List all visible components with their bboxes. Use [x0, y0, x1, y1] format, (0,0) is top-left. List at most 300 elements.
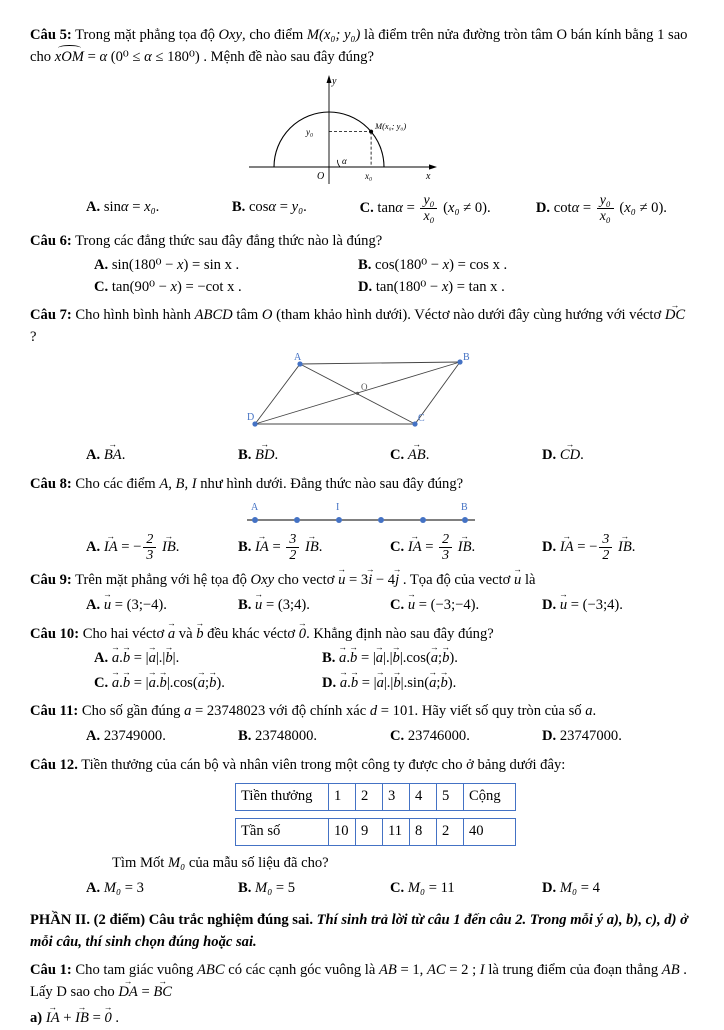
- answer-option-c: [390, 532, 542, 563]
- y-axis-label: y: [332, 75, 337, 87]
- text-run: ).: [449, 649, 458, 666]
- fraction-denominator: 2: [602, 547, 610, 563]
- text-run: .: [274, 447, 279, 464]
- vector: b →: [350, 650, 357, 666]
- text-run: .: [119, 649, 123, 666]
- angle-arc-symbol: xOM: [55, 47, 84, 69]
- question-6-stem: [30, 231, 694, 253]
- vector: a →: [149, 675, 156, 691]
- text-run: α: [120, 199, 129, 216]
- point-I-label: I: [336, 501, 340, 513]
- text-run: 23749000.: [100, 728, 166, 745]
- question-11-answers: [30, 726, 694, 748]
- vector: AB →: [408, 447, 426, 463]
- text-run: = |: [358, 674, 377, 691]
- parallelogram-svg: [247, 352, 477, 442]
- text-run: =: [83, 48, 100, 65]
- text-run: A.: [86, 879, 101, 896]
- text-run: =: [88, 1010, 105, 1027]
- text-run: = (3;−4).: [111, 596, 167, 613]
- answer-option-d: [358, 277, 694, 299]
- text-run: có các cạnh góc vuông là: [224, 962, 379, 979]
- point-B-dot: [462, 517, 468, 523]
- question-5-answers: [30, 193, 694, 224]
- text-run: A.: [86, 596, 101, 613]
- text-run: = 5: [272, 879, 296, 896]
- text-run: ≠ 0).: [459, 199, 491, 216]
- text-run: (tham khảo hình dưới). Véctơ nào dưới đây cùng hướng với véctơ: [272, 307, 665, 324]
- text-run: x: [170, 278, 177, 295]
- text-run: , cho điểm: [242, 27, 307, 43]
- vector: BC →: [153, 984, 172, 1000]
- fraction: [439, 532, 452, 563]
- question-12-prompt: [30, 853, 694, 875]
- question-8: [30, 474, 694, 563]
- text-run: .: [631, 538, 636, 555]
- text-run: = 101. Hãy viết số quy tròn của số: [377, 703, 586, 720]
- fraction-numerator: y₀: [420, 193, 437, 209]
- answer-option-d: [542, 726, 694, 748]
- vector: i →: [368, 572, 372, 588]
- text-run: M₀: [103, 879, 122, 896]
- answer-option-a: [86, 726, 238, 748]
- fraction: [143, 532, 156, 563]
- vector: b →: [209, 675, 216, 691]
- text-run: B.: [238, 728, 252, 745]
- text-run: ;: [205, 674, 210, 691]
- fraction: [597, 193, 614, 224]
- text-run: Câu 10:: [30, 625, 80, 642]
- text-run: |.cos(: [166, 674, 198, 691]
- vector: IA →: [408, 539, 422, 555]
- table-cell: 2: [436, 819, 463, 845]
- question-7-answers: [30, 445, 694, 467]
- fraction-numerator: 2: [439, 532, 452, 548]
- text-run: AB: [378, 962, 397, 979]
- vector: a →: [112, 650, 119, 666]
- text-run: α: [571, 199, 580, 216]
- text-run: x: [441, 278, 449, 295]
- text-run: của mẫu số liệu đã cho?: [185, 854, 329, 871]
- question-11: [30, 701, 694, 748]
- text-run: = (−3;−4).: [415, 596, 480, 613]
- answer-option-c: [94, 277, 358, 299]
- text-run: = 4: [577, 879, 600, 896]
- text-run: B.: [358, 256, 372, 273]
- fraction: [599, 532, 612, 563]
- point-M: [369, 129, 373, 133]
- text-run: D.: [358, 278, 373, 295]
- parallelogram-figure: [30, 352, 694, 442]
- text-run: A, B, I: [159, 476, 197, 493]
- vector: IA →: [560, 539, 574, 555]
- text-run: Cho hình bình hành: [71, 307, 195, 324]
- text-run: (: [615, 199, 625, 216]
- answer-option-b: [238, 532, 390, 563]
- text-run: |.sin(: [400, 674, 430, 691]
- answer-option-a: [86, 445, 238, 467]
- text-run: ) = tan x .: [448, 278, 505, 295]
- text-run: Cho các điểm: [71, 476, 160, 493]
- text-run: tan: [373, 199, 396, 216]
- question-10-answers: [30, 648, 694, 695]
- point-A-dot: [252, 517, 258, 523]
- answer-option-d: [542, 595, 694, 617]
- answer-option-a: [94, 255, 358, 277]
- text-run: (0⁰ ≤: [107, 48, 145, 65]
- text-run: = |: [130, 674, 149, 691]
- fraction-numerator: 3: [599, 532, 612, 548]
- text-run: ?: [30, 329, 37, 346]
- text-run: = 1,: [396, 962, 427, 979]
- table-cell: 10: [328, 819, 355, 845]
- text-run: B.: [238, 879, 252, 896]
- text-run: ;: [436, 674, 441, 691]
- text-run: = −: [573, 538, 598, 555]
- fraction-denominator: 2: [289, 547, 297, 563]
- text-run: ) = −cot x .: [177, 278, 242, 295]
- text-run: = −: [117, 538, 142, 555]
- vector: b →: [393, 675, 400, 691]
- text-run: Thí sinh trả lời từ câu 1 đến câu 2. Trong mỗi ý a), b), c), d) ở mỗi câu, thí sinh chọn đúng hoặc sai.: [30, 911, 688, 950]
- text-run: C.: [94, 674, 109, 691]
- text-run: A.: [86, 447, 101, 464]
- vector: a →: [168, 626, 175, 642]
- text-run: như hình dưới. Đẳng thức nào sau đây đúng?: [196, 476, 464, 493]
- answer-option-c: [390, 726, 542, 748]
- text-run: D.: [322, 674, 337, 691]
- vertex-B-label: B: [463, 352, 470, 364]
- text-run: và: [175, 625, 197, 642]
- answer-option-b: [238, 878, 390, 900]
- answer-option-c: [390, 595, 542, 617]
- question-7: [30, 305, 694, 467]
- answer-option-a: [86, 595, 238, 617]
- text-run: =: [579, 199, 595, 216]
- vector: 0 →: [104, 1010, 111, 1026]
- text-run: sin: [100, 199, 121, 216]
- text-run: Trong các đẳng thức sau đây đẳng thức nào là đúng?: [71, 232, 383, 249]
- text-run: sin(180⁰ −: [108, 256, 178, 273]
- vector: IB →: [162, 539, 176, 555]
- vector: b →: [440, 675, 447, 691]
- text-run: AC: [426, 962, 446, 979]
- text-run: B.: [322, 649, 336, 666]
- vertex-B-dot: [457, 360, 462, 365]
- vector: IB →: [75, 1010, 89, 1026]
- question-12-answers: [30, 878, 694, 900]
- answer-option-d: [542, 532, 694, 563]
- text-run: .: [471, 538, 476, 555]
- text-run: B.: [231, 199, 246, 216]
- vector: IA →: [255, 539, 269, 555]
- vector: IB →: [618, 539, 632, 555]
- answer-option-c: [390, 878, 542, 900]
- part-2-question-1-item-a: [30, 1008, 694, 1030]
- vector: CD →: [560, 447, 580, 463]
- vector: j →: [395, 572, 399, 588]
- question-6-answers: [30, 255, 694, 299]
- center-O-dot: [356, 392, 359, 395]
- text-run: .: [155, 199, 160, 216]
- text-run: tâm: [232, 307, 262, 324]
- text-run: .: [580, 447, 584, 464]
- table-cell: 2: [355, 784, 382, 810]
- vector: BA →: [104, 447, 122, 463]
- text-run: Cho số gần đúng: [78, 703, 185, 720]
- text-run: D.: [542, 879, 557, 896]
- text-run: .: [155, 674, 160, 691]
- unit-semicircle-svg: [219, 72, 449, 190]
- text-run: ≠ 0).: [635, 199, 667, 216]
- text-run: . Tọa độ của vectơ: [399, 571, 515, 588]
- text-run: = 3: [345, 571, 369, 588]
- text-run: A.: [94, 256, 109, 273]
- semicircle-figure: [30, 72, 694, 190]
- part-2-question-1-stem: [30, 960, 694, 1004]
- answer-option-b: [238, 726, 390, 748]
- text-run: D.: [542, 447, 557, 464]
- vector: a →: [149, 650, 156, 666]
- text-run: 23746000.: [404, 728, 470, 745]
- text-run: Câu 6:: [30, 232, 72, 249]
- text-run: y₀: [291, 199, 304, 216]
- vector: b →: [123, 650, 130, 666]
- text-run: α: [99, 48, 108, 65]
- fraction-denominator: 3: [442, 547, 450, 563]
- answer-option-c: [390, 445, 542, 467]
- text-run: = |: [357, 649, 376, 666]
- vertex-C-dot: [412, 422, 417, 427]
- question-9-stem: [30, 570, 694, 592]
- vector: b →: [442, 650, 449, 666]
- text-run: ) = cos x .: [449, 256, 508, 273]
- text-run: =: [421, 538, 438, 555]
- text-run: B.: [238, 447, 252, 464]
- vector: IA →: [46, 1010, 60, 1026]
- text-run: Câu 7:: [30, 307, 72, 324]
- text-run: (: [439, 199, 448, 216]
- table-cell: 8: [409, 819, 436, 845]
- fraction-numerator: 3: [286, 532, 299, 548]
- text-run: .: [119, 674, 123, 691]
- vector: a →: [429, 675, 436, 691]
- text-run: Trên mặt phẳng với hệ tọa độ: [71, 571, 251, 588]
- question-6: [30, 231, 694, 299]
- text-run: B.: [238, 538, 252, 555]
- question-12-stem: [30, 755, 694, 777]
- answer-option-a: [86, 532, 238, 563]
- table-cell: 3: [382, 784, 409, 810]
- text-run: A.: [86, 199, 101, 216]
- text-run: cot: [550, 199, 572, 216]
- text-run: = 11: [425, 879, 455, 896]
- text-run: tan(90⁰ −: [108, 278, 171, 295]
- text-run: M(x₀; y₀): [306, 27, 361, 43]
- text-run: Câu 12.: [30, 757, 78, 774]
- vector: u →: [560, 597, 567, 613]
- fraction-numerator: 2: [143, 532, 156, 548]
- text-run: là trung điểm của đoạn thẳng: [484, 962, 662, 979]
- text-run: Câu 5:: [30, 27, 72, 43]
- text-run: tan(180⁰ −: [372, 278, 442, 295]
- text-run: Câu 1:: [30, 962, 72, 979]
- table-cell: 4: [409, 784, 436, 810]
- vector: a →: [340, 675, 347, 691]
- vector: IB →: [305, 539, 319, 555]
- part-2: [30, 910, 694, 1030]
- text-run: − 4: [372, 571, 396, 588]
- table-row-frequency: [235, 818, 516, 846]
- vector: u →: [104, 597, 111, 613]
- question-9-answers: [30, 595, 694, 617]
- text-run: .: [121, 447, 126, 464]
- text-run: M₀: [255, 879, 273, 896]
- text-run: α: [144, 48, 152, 65]
- text-run: Câu 8:: [30, 476, 72, 493]
- text-run: ).: [216, 674, 225, 691]
- vector: IA →: [104, 539, 118, 555]
- text-run: C.: [94, 278, 109, 295]
- text-run: |.|: [383, 674, 394, 691]
- text-run: +: [59, 1010, 76, 1027]
- vector: u →: [408, 597, 415, 613]
- table-row-rewards: [235, 783, 516, 811]
- text-run: = 3: [121, 879, 144, 896]
- text-run: O: [261, 307, 273, 324]
- x-axis-arrow: [429, 164, 437, 169]
- text-run: C.: [390, 728, 405, 745]
- table-cell: Tần số: [241, 822, 281, 839]
- question-9: [30, 570, 694, 617]
- text-run: x₀: [144, 199, 156, 216]
- text-run: x: [177, 256, 184, 273]
- answer-option-d: [542, 878, 694, 900]
- text-run: =: [276, 199, 292, 216]
- text-run: C.: [390, 879, 405, 896]
- text-run: PHẦN II. (2 điểm) Câu trắc nghiệm đúng sai.: [30, 911, 317, 928]
- text-run: M₀: [407, 879, 426, 896]
- vector: b →: [123, 675, 130, 691]
- text-run: cos: [245, 199, 269, 216]
- text-run: là: [521, 571, 536, 588]
- y0-label: y₀: [306, 126, 314, 137]
- fraction: [286, 532, 299, 563]
- table-cell: 11: [382, 819, 409, 845]
- table-cell: 40: [463, 819, 515, 845]
- text-run: |.: [172, 649, 180, 666]
- text-run: |.|: [155, 649, 166, 666]
- text-run: Câu 11:: [30, 703, 79, 720]
- point-dot: [420, 517, 426, 523]
- question-12: [30, 755, 694, 899]
- text-run: .: [303, 199, 307, 216]
- fraction-denominator: x₀: [599, 208, 611, 224]
- text-run: .: [347, 674, 351, 691]
- vector: u →: [338, 572, 345, 588]
- question-7-stem: [30, 305, 694, 349]
- text-run: .: [425, 447, 430, 464]
- vector: IB →: [458, 539, 472, 555]
- point-I-dot: [336, 517, 342, 523]
- x-axis-label: x: [426, 170, 431, 182]
- text-run: M₀: [167, 854, 186, 871]
- question-10: [30, 624, 694, 695]
- text-run: I: [479, 962, 485, 979]
- text-run: ≤ 180⁰) . Mệnh đề nào sau đây đúng?: [151, 48, 374, 65]
- answer-option-b: [238, 445, 390, 467]
- table-cell: 1: [328, 784, 355, 810]
- table-cell: 5: [436, 784, 463, 810]
- text-run: |.cos(: [399, 649, 431, 666]
- text-run: D.: [542, 596, 557, 613]
- part-2-header: [30, 910, 694, 954]
- vector: BD →: [255, 447, 274, 463]
- table-cell: Cộng: [463, 784, 515, 810]
- vector: a →: [198, 675, 205, 691]
- vector: u →: [514, 572, 521, 588]
- vector: b →: [165, 650, 172, 666]
- text-run: A.: [94, 649, 109, 666]
- vector: DC →: [665, 307, 685, 323]
- text-run: A.: [86, 728, 101, 745]
- text-run: M₀: [559, 879, 578, 896]
- text-run: đều khác véctơ: [203, 625, 299, 642]
- question-11-stem: [30, 701, 694, 723]
- answer-option-a: [86, 878, 238, 900]
- text-run: x₀: [624, 199, 636, 216]
- fraction: [420, 193, 437, 224]
- vector: b →: [196, 626, 203, 642]
- text-run: 23747000.: [556, 728, 622, 745]
- answer-option-d: [322, 673, 694, 695]
- vertex-A-label: A: [294, 352, 302, 364]
- text-run: C.: [390, 538, 405, 555]
- answer-option-d: [536, 193, 694, 224]
- text-run: .: [346, 649, 350, 666]
- fraction-denominator: x₀: [423, 208, 435, 224]
- vector: a →: [377, 675, 384, 691]
- table-cell: 9: [355, 819, 382, 845]
- text-run: C.: [359, 199, 374, 216]
- text-run: Trong mặt phẳng tọa độ: [71, 27, 219, 43]
- fraction-numerator: y₀: [597, 193, 614, 209]
- x0-label: x₀: [365, 170, 373, 181]
- number-line-svg: [247, 499, 477, 529]
- text-run: Tìm Mốt: [112, 854, 168, 871]
- fraction-denominator: 3: [146, 547, 154, 563]
- question-8-answers: [30, 532, 694, 563]
- vector: a →: [376, 650, 383, 666]
- text-run: . Khẳng định nào sau đây đúng?: [306, 625, 494, 642]
- text-run: = |: [130, 649, 149, 666]
- text-run: Câu 9:: [30, 571, 72, 588]
- vector: b →: [351, 675, 358, 691]
- frequency-table: [235, 783, 694, 846]
- text-run: =: [128, 199, 145, 216]
- text-run: . Lấy D sao cho: [30, 962, 687, 1001]
- text-run: Cho tam giác vuông: [71, 962, 198, 979]
- text-run: ) = sin x .: [183, 256, 240, 273]
- vector: a →: [339, 650, 346, 666]
- part-2-question-1: [30, 960, 694, 1030]
- text-run: ;: [438, 649, 443, 666]
- answer-option-d: [542, 445, 694, 467]
- text-run: |.|: [383, 649, 393, 666]
- text-run: a): [30, 1010, 43, 1027]
- text-run: Oxy: [218, 27, 243, 43]
- text-run: a: [184, 703, 192, 720]
